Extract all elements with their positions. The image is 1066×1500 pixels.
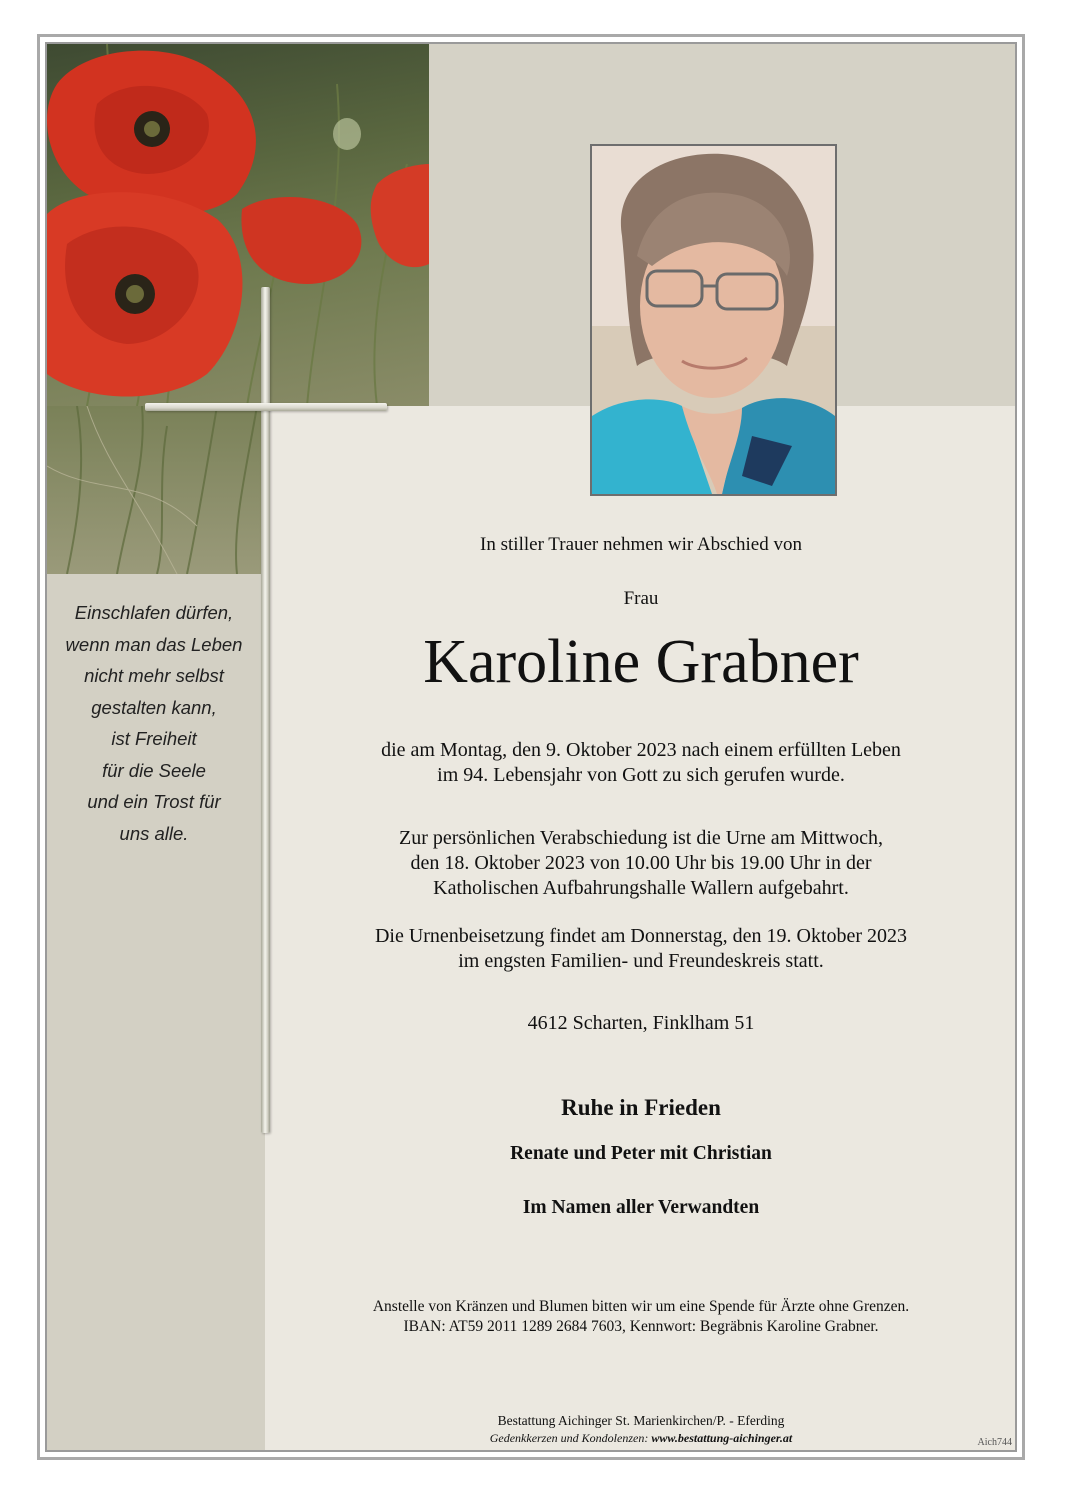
text-line: die am Montag, den 9. Oktober 2023 nach einem erfüllten Leben	[381, 739, 901, 761]
quote-line: und ein Trost für	[87, 791, 221, 812]
quote-line: für die Seele	[102, 759, 206, 781]
address: 4612 Scharten, Finklham 51	[527, 1012, 755, 1034]
condolence-label: Gedenkkerzen und Kondolenzen:	[489, 1431, 649, 1445]
intro-line: In stiller Trauer nehmen wir Abschied von	[480, 534, 802, 555]
text-line: den 18. Oktober 2023 von 10.00 Uhr bis 19.00 Uhr in der	[410, 852, 872, 874]
relatives-line: Im Namen aller Verwandten	[522, 1197, 760, 1218]
deceased-name: Karoline Grabner	[423, 628, 859, 696]
poppy-image	[47, 44, 429, 406]
portrait-photo	[590, 144, 837, 496]
funeral-home: Bestattung Aichinger St. Marienkirchen/P. - Eferding	[497, 1413, 785, 1428]
viewing-paragraph	[265, 826, 1017, 901]
quote-line: wenn man das Leben	[65, 633, 243, 655]
death-paragraph	[265, 738, 1017, 788]
text-line: Anstelle von Kränzen und Blumen bitten wir um eine Spende für Ärzte ohne Grenzen.	[372, 1298, 910, 1315]
quote-line: uns alle.	[119, 822, 189, 844]
quote-line: ist Freiheit	[111, 728, 197, 749]
farewell: Ruhe in Frieden	[561, 1095, 721, 1120]
burial-paragraph	[265, 924, 1017, 974]
text-line: Zur persönlichen Verabschiedung ist die Urne am Mittwoch,	[399, 827, 883, 849]
quote-line: gestalten kann,	[91, 696, 217, 718]
text-line: Die Urnenbeisetzung findet am Donnerstag, den 19. Oktober 2023	[374, 925, 908, 947]
quote-line: Einschlafen dürfen,	[74, 602, 234, 623]
text-line: im 94. Lebensjahr von Gott zu sich gerufen wurde.	[437, 764, 845, 786]
website-link[interactable]: www.bestattung-aichinger.at	[651, 1431, 793, 1445]
meadow-image	[47, 406, 265, 574]
text-line: IBAN: AT59 2011 1289 2684 7603, Kennwort: Begräbnis Karoline Grabner.	[403, 1318, 879, 1335]
cross-icon	[261, 287, 270, 1133]
document-code: Aich744	[977, 1437, 1012, 1448]
quote-line: nicht mehr selbst	[84, 665, 224, 686]
donation-note	[265, 1297, 1017, 1337]
memorial-quote	[51, 597, 257, 849]
family-names: Renate und Peter mit Christian	[510, 1143, 772, 1164]
cross-bar	[145, 403, 387, 411]
text-line: Katholischen Aufbahrungshalle Wallern aufgebahrt.	[433, 877, 849, 899]
text-line: im engsten Familien- und Freundeskreis statt.	[458, 950, 824, 972]
salutation: Frau	[623, 588, 659, 609]
condolence-line	[265, 1431, 1017, 1446]
obituary-card	[45, 42, 1017, 1452]
